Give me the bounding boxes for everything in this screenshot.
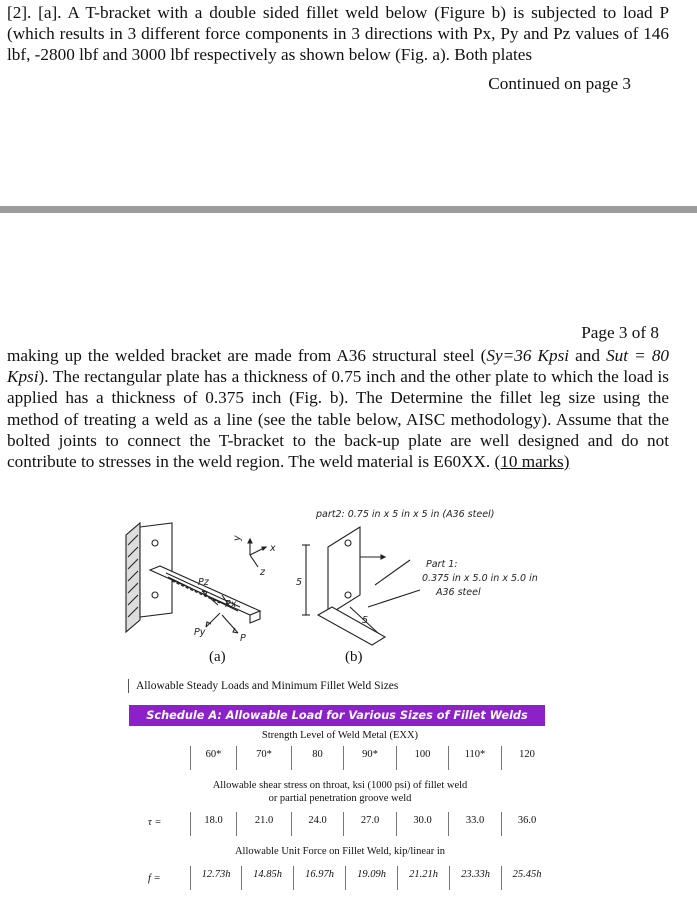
shear-header-line2: or partial penetration groove weld <box>268 793 412 804</box>
force-cell: 25.45h <box>512 869 542 880</box>
grade-cell: 120 <box>519 749 535 760</box>
shear-cell: 21.0 <box>237 812 292 836</box>
grade-row <box>190 746 552 770</box>
force-cell: 14.85h <box>242 866 294 890</box>
force-pz-label: Pz <box>198 577 209 588</box>
ultimate-strength: Sut = 80 Kpsi <box>7 346 670 387</box>
grade-cell: 60* <box>190 746 237 770</box>
para2-rest: ). The rectangular plate has a thickness of 0.75 inch and the other plate to which the load is applied has a thickness of 0.375 inch (Fig. b). The Determine the fillet leg size using the method of treating a weld as a line (see the table below, AISC methodology). Assume that the bolted joints to connect the T-bracket to the back-up plate are well designed and do not contribute to stresses in the weld region. The weld material is E60XX. <box>7 367 669 472</box>
yield-strength: Sy=36 Kpsi <box>486 346 570 365</box>
force-cell: 12.73h <box>190 866 242 890</box>
continued-note: Continued on page 3 <box>488 74 631 93</box>
shear-cell: 27.0 <box>344 812 397 836</box>
force-py-label: Py <box>194 627 206 638</box>
shear-cell: 30.0 <box>397 812 449 836</box>
part1-note-title: Part 1: <box>426 559 458 570</box>
marks-label: (10 marks) <box>494 452 570 472</box>
part2-note: part2: 0.75 in x 5 in x 5 in (A36 steel) <box>316 509 495 520</box>
grade-cell: 80 <box>292 746 344 770</box>
figure-a-caption: (a) <box>209 649 226 665</box>
shear-header-line1: Allowable shear stress on throat, ksi (1000 psi) of fillet weld <box>212 780 468 791</box>
grade-cell: 70* <box>237 746 292 770</box>
force-header: Allowable Unit Force on Fillet Weld, kip/linear in <box>234 846 446 857</box>
figure-b-drawing <box>302 527 420 645</box>
force-cell: 16.97h <box>294 866 346 890</box>
para2-start: making up the welded bracket are made from A36 structural steel ( <box>7 346 487 365</box>
dimension-5-vertical: 5 <box>296 577 303 588</box>
schedule-title: Schedule A: Allowable Load for Various Sizes of Fillet Welds <box>129 705 545 726</box>
tau-label: τ = <box>148 817 162 828</box>
part1-note-material: A36 steel <box>436 587 481 598</box>
strength-header: Strength Level of Weld Metal (EXX) <box>261 730 419 741</box>
force-cell: 21.21h <box>398 866 450 890</box>
figure-b-caption: (b) <box>345 649 363 665</box>
bracket-drawing <box>110 495 580 675</box>
f-label: f = <box>148 873 161 884</box>
force-p-label: P <box>240 633 246 644</box>
force-px-label: Px <box>225 599 237 610</box>
table-caption: Allowable Steady Loads and Minimum Fillet Weld Sizes <box>128 679 398 693</box>
axis-z-label: z <box>260 567 265 578</box>
problem-paragraph-1: [2]. [a]. A T-bracket with a double sided fillet weld below (Figure b) is subjected to load P (which results in 3 different force components in 3 directions with Px, Py and Pz values of 146 lbf, -2800 lbf and 3000 lbf respectively as shown below (Fig. a). Both plates <box>7 3 669 65</box>
figure-a-drawing <box>126 523 266 633</box>
grade-cell: 100 <box>397 746 449 770</box>
page-number: Page 3 of 8 <box>581 323 659 342</box>
part1-note-dims: 0.375 in x 5.0 in x 5.0 in <box>422 573 538 584</box>
shear-cell: 18.0 <box>190 812 237 836</box>
bracket-figures <box>110 495 580 675</box>
problem-paragraph-2 <box>7 345 669 472</box>
force-row <box>190 866 552 890</box>
grade-cell: 110* <box>449 746 502 770</box>
shear-cell: 36.0 <box>517 815 537 826</box>
dimension-5-horizontal: 5 <box>362 615 369 626</box>
page-divider <box>0 206 697 213</box>
shear-cell: 33.0 <box>449 812 502 836</box>
and-text: and <box>569 346 607 365</box>
axis-y-label: y <box>232 535 243 541</box>
force-cell: 23.33h <box>450 866 502 890</box>
shear-row <box>190 812 552 836</box>
force-cell: 19.09h <box>346 866 398 890</box>
shear-cell: 24.0 <box>292 812 344 836</box>
axis-x-label: x <box>270 543 276 554</box>
grade-cell: 90* <box>344 746 397 770</box>
